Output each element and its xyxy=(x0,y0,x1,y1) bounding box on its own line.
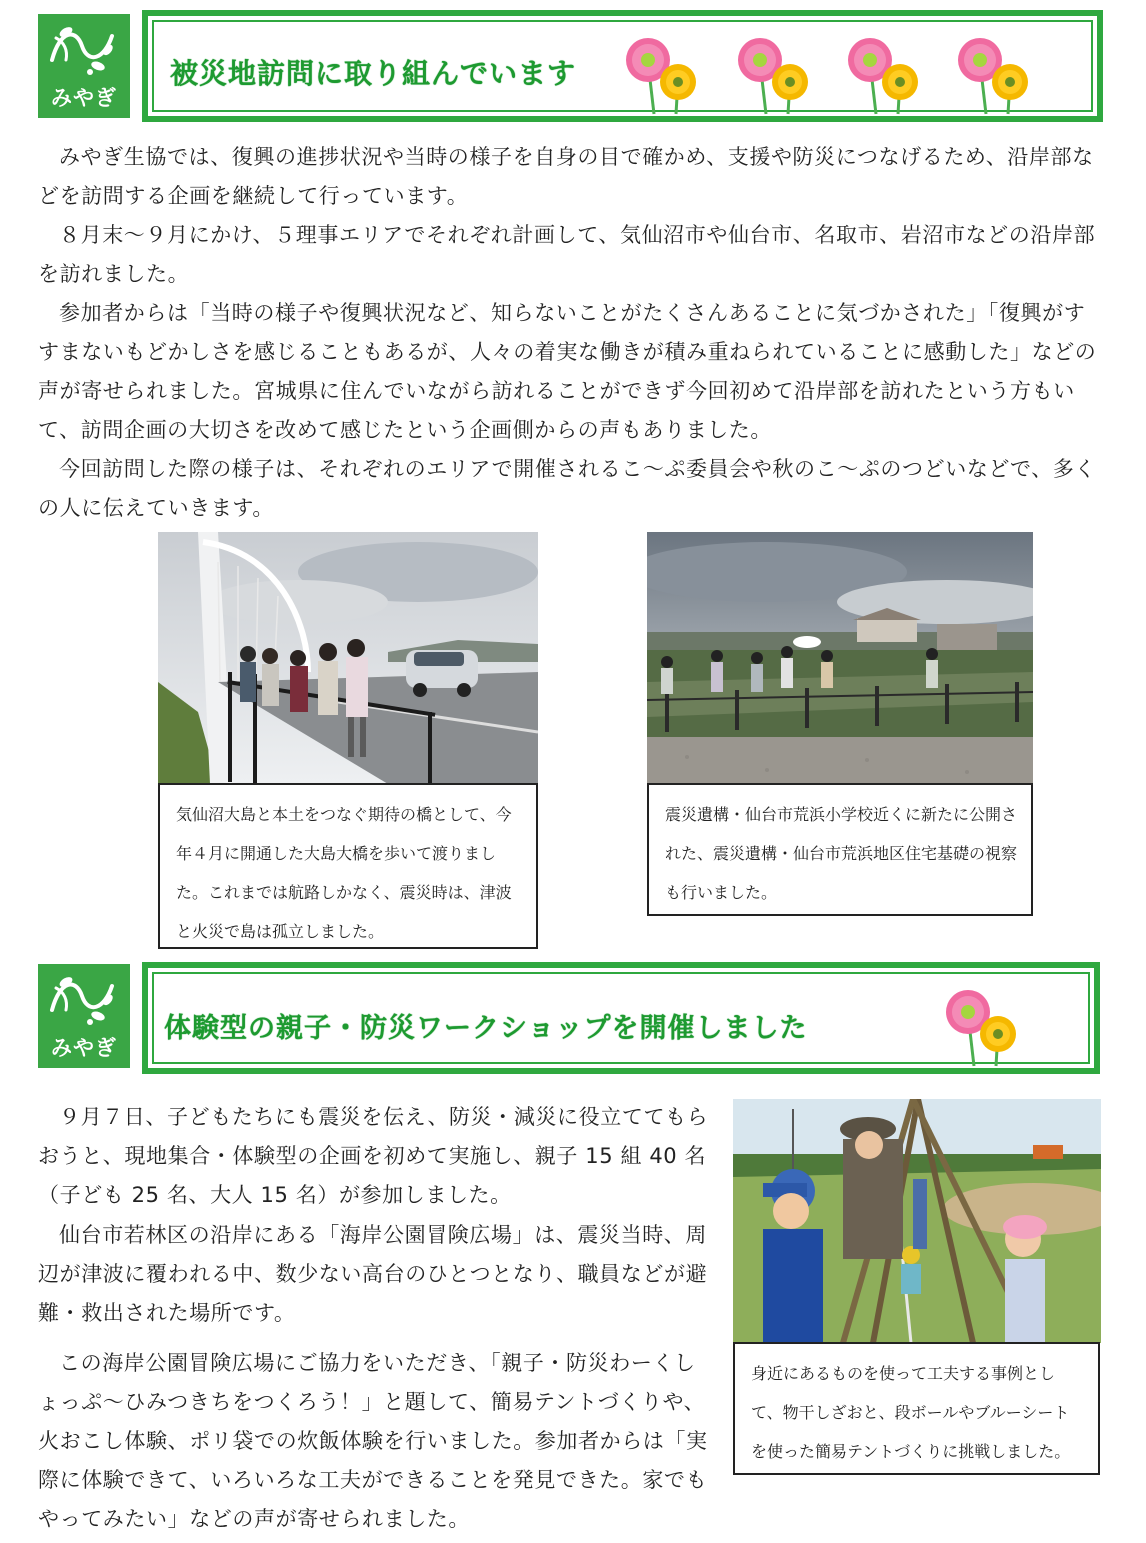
section1-paragraph-3: 参加者からは「当時の様子や復興状況など、知らないことがたくさんあることに気づかされた」「復興がすすまないもどかしさを感じることもあるが、人々の着実な働きが積み重ねられていることに感動した」などの声が寄せられました。宮城県に住んでいながら訪れることができず今回初めて沿岸部を訪れたという方もいて、訪問企画の大切さを改めて感じたという企画側からの声もありました。 xyxy=(38,301,1097,442)
bridge-walk-photo xyxy=(158,532,538,784)
section2-paragraph-2: 仙台市若林区の沿岸にある「海岸公園冒険広場」は、震災当時、周辺が津波に覆われる中、数少ない高台のひとつとなり、職員などが避難・救出された場所です。 xyxy=(38,1223,708,1325)
bridge-photo-caption: 気仙沼大島と本土をつなぐ期待の橋として、今年４月に開通した大島大橋を歩いて渡りました。これまでは航路しかなく、震災時は、津波と火災で島は孤立しました。 xyxy=(158,783,538,949)
gerbera-flowers-icon xyxy=(938,974,1048,1068)
house-foundation-site-photo xyxy=(647,532,1033,784)
section1-paragraph-2: ８月末〜９月にかけ、５理事エリアでそれぞれ計画して、気仙沼市や仙台市、名取市、岩沼市などの沿岸部を訪れました。 xyxy=(38,223,1096,286)
leaf-script-icon xyxy=(46,970,122,1030)
section1-paragraph-4: 今回訪問した際の様子は、それぞれのエリアで開催されるこ〜ぷ委員会や秋のこ〜ぷのつどいなどで、多くの人に伝えていきます。 xyxy=(38,457,1097,520)
tent-workshop-photo xyxy=(733,1099,1101,1343)
tent-photo-caption: 身近にあるものを使って工夫する事例として、物干しざおと、段ボールやブルーシートを使った簡易テントづくりに挑戦しました。 xyxy=(733,1342,1100,1475)
miyagi-logo xyxy=(38,964,130,1068)
section1-heading: 被災地訪問に取り組んでいます xyxy=(170,57,577,90)
site-photo-caption: 震災遺構・仙台市荒浜小学校近くに新たに公開された、震災遺構・仙台市荒浜地区住宅基礎の視察も行いました。 xyxy=(647,783,1033,916)
section2-banner xyxy=(142,962,1100,1074)
gerbera-flowers-icon xyxy=(618,22,1068,116)
miyagi-logo xyxy=(38,14,130,118)
leaf-script-icon xyxy=(46,20,122,80)
section2-paragraph-3: この海岸公園冒険広場にご協力をいただき、「親子・防災わーくしょっぷ〜ひみつきちをつくろう！」と題して、簡易テントづくりや、火おこし体験、ポリ袋での炊飯体験を行いました。参加者からは「実際に体験できて、いろいろな工夫ができることを発見できた。家でもやってみたい」などの声が寄せられました。 xyxy=(38,1351,708,1531)
section1-paragraph-1: みやぎ生協では、復興の進捗状況や当時の様子を自身の目で確かめ、支援や防災につなげるため、沿岸部などを訪問する企画を継続して行っています。 xyxy=(38,145,1094,208)
section2-paragraph-1: ９月７日、子どもたちにも震災を伝え、防災・減災に役立ててもらおうと、現地集合・体験型の企画を初めて実施し、親子 15 組 40 名（子ども 25 名、大人 15 名）が参加しました。 xyxy=(38,1105,709,1207)
section1-banner xyxy=(142,10,1103,122)
logo-text: みやぎ xyxy=(51,1036,117,1060)
logo-text: みやぎ xyxy=(51,86,117,110)
section2-heading: 体験型の親子・防災ワークショップを開催しました xyxy=(164,1013,808,1044)
